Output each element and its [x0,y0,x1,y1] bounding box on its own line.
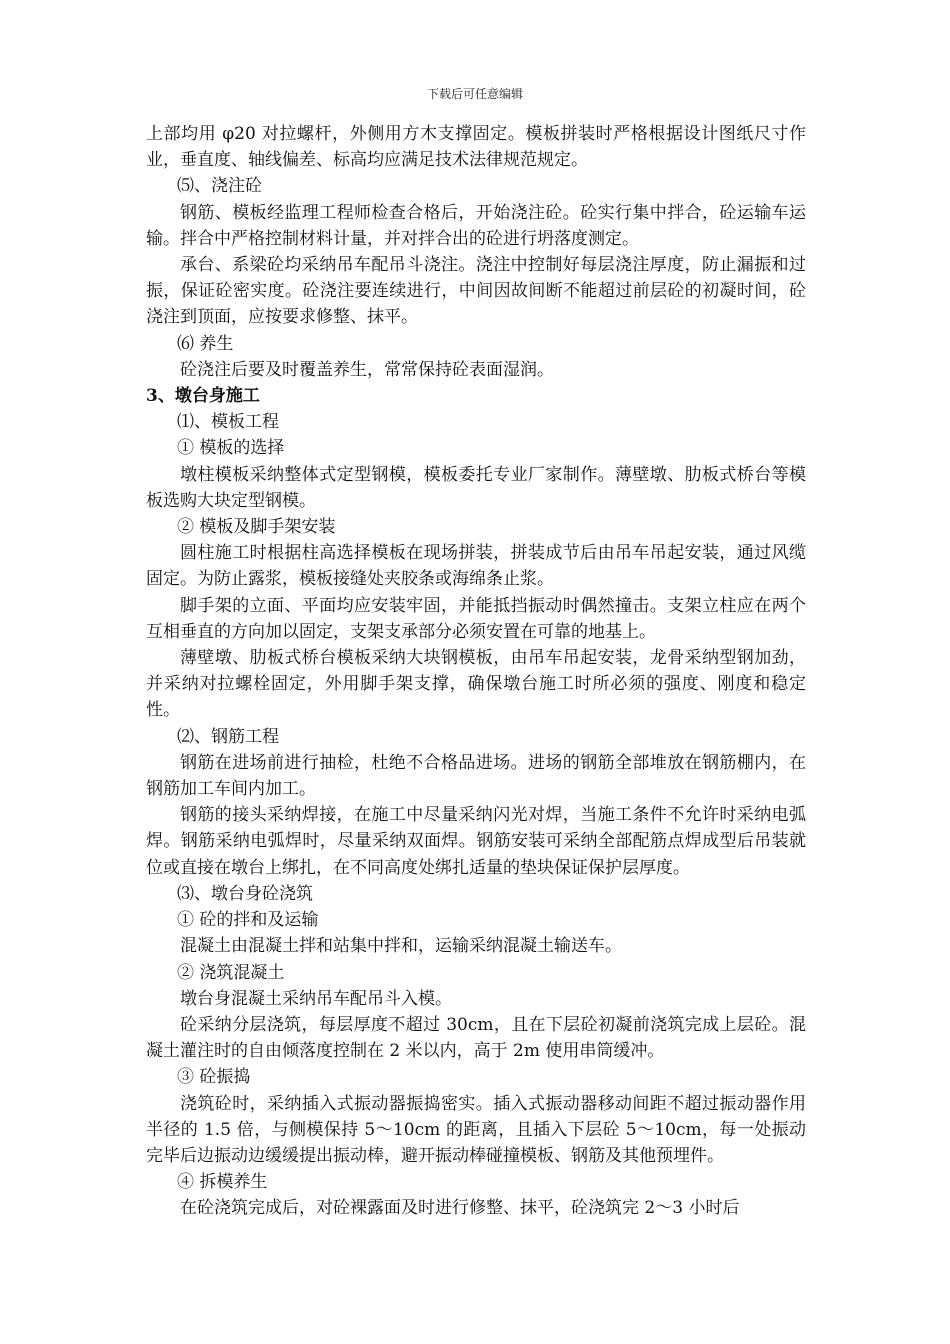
paragraph: 砼采纳分层浇筑，每层厚度不超过 30cm，且在下层砼初凝前浇筑完成上层砼。混凝土灌注时的自由倾落度控制在 2 米以内，高于 2m 使用串筒缓冲。 [146,1014,806,1062]
subsection-title: ① 砼的拌和及运输 [177,910,319,931]
document-body [146,121,806,1222]
paragraph: 在砼浇筑完成后，对砼裸露面及时进行修整、抹平，砼浇筑完 2～3 小时后 [180,1198,740,1219]
subsection-title: ② 浇筑混凝土 [177,962,285,983]
paragraph: 墩台身混凝土采纳吊车配吊斗入模。 [180,988,452,1009]
paragraph: 砼浇注后要及时覆盖养生，常常保持砼表面湿润。 [180,359,554,380]
subsection-title: ④ 拆模养生 [177,1172,268,1193]
subsection-title: ⑵、钢筋工程 [177,726,279,747]
subsection-title: ⑴、模板工程 [177,412,279,433]
paragraph: 上部均用 φ20 对拉螺杆，外侧用方木支撑固定。模板拼装时严格根据设计图纸尺寸作业，垂直度、轴线偏差、标高均应满足技术法律规范规定。 [146,124,806,171]
paragraph: 钢筋、模板经监理工程师检查合格后，开始浇注砼。砼实行集中拌合，砼运输车运输。拌合中严格控制材料计量，并对拌合出的砼进行坍落度测定。 [146,202,806,249]
paragraph: 钢筋在进场前进行抽检，杜绝不合格品进场。进场的钢筋全部堆放在钢筋棚内，在钢筋加工车间内加工。 [146,752,806,800]
paragraph: 墩柱模板采纳整体式定型钢模，模板委托专业厂家制作。薄壁墩、肋板式桥台等模板选购大块定型钢模。 [146,464,806,511]
subsection-title: ⑸、浇注砼 [177,176,262,197]
paragraph: 混凝土由混凝土拌和站集中拌和，运输采纳混凝土输送车。 [180,936,622,957]
page-header: 下载后可任意编辑 [426,87,523,101]
subsection-title: ③ 砼振捣 [177,1067,251,1088]
section-heading: 3、墩台身施工 [146,386,260,407]
paragraph: 浇筑砼时，采纳插入式振动器振捣密实。插入式振动器移动间距不超过振动器作用半径的 1.5 倍，与侧模保持 5～10cm 的距离，且插入下层砼 5～10cm，每一处振动完毕后边振动边缓缓提出振动棒，避开振动棒碰撞模板、钢筋及其他预埋件。 [146,1093,806,1166]
paragraph: 承台、系梁砼均采纳吊车配吊斗浇注。浇注中控制好每层浇注厚度，防止漏振和过振，保证砼密实度。砼浇注要连续进行，中间因故间断不能超过前层砼的初凝时间，砼浇注到顶面，应按要求修整、抹平。 [146,255,806,328]
paragraph: 脚手架的立面、平面均应安装牢固，并能抵挡振动时偶然撞击。支架立柱应在两个互相垂直的方向加以固定，支架支承部分必须安置在可靠的地基上。 [146,595,806,642]
paragraph: 圆柱施工时根据柱高选择模板在现场拼装，拼装成节后由吊车吊起安装，通过风缆固定。为防止露浆，模板接缝处夹胶条或海绵条止浆。 [146,543,806,590]
subsection-title: ⑹ 养生 [177,333,234,354]
subsection-title: ⑶、墩台身砼浇筑 [177,883,313,904]
subsection-title: ① 模板的选择 [177,438,285,459]
subsection-title: ② 模板及脚手架安装 [177,517,336,538]
paragraph: 钢筋的接头采纳焊接，在施工中尽量采纳闪光对焊，当施工条件不允许时采纳电弧焊。钢筋采纳电弧焊时，尽量采纳双面焊。钢筋安装可采纳全部配筋点焊成型后吊装就位或直接在墩台上绑扎，在不同高度处绑扎适量的垫块保证保护层厚度。 [146,805,806,878]
paragraph: 薄壁墩、肋板式桥台模板采纳大块钢模板，由吊车吊起安装，龙骨采纳型钢加劲，并采纳对拉螺栓固定，外用脚手架支撑，确保墩台施工时所必须的强度、刚度和稳定性。 [146,648,806,721]
